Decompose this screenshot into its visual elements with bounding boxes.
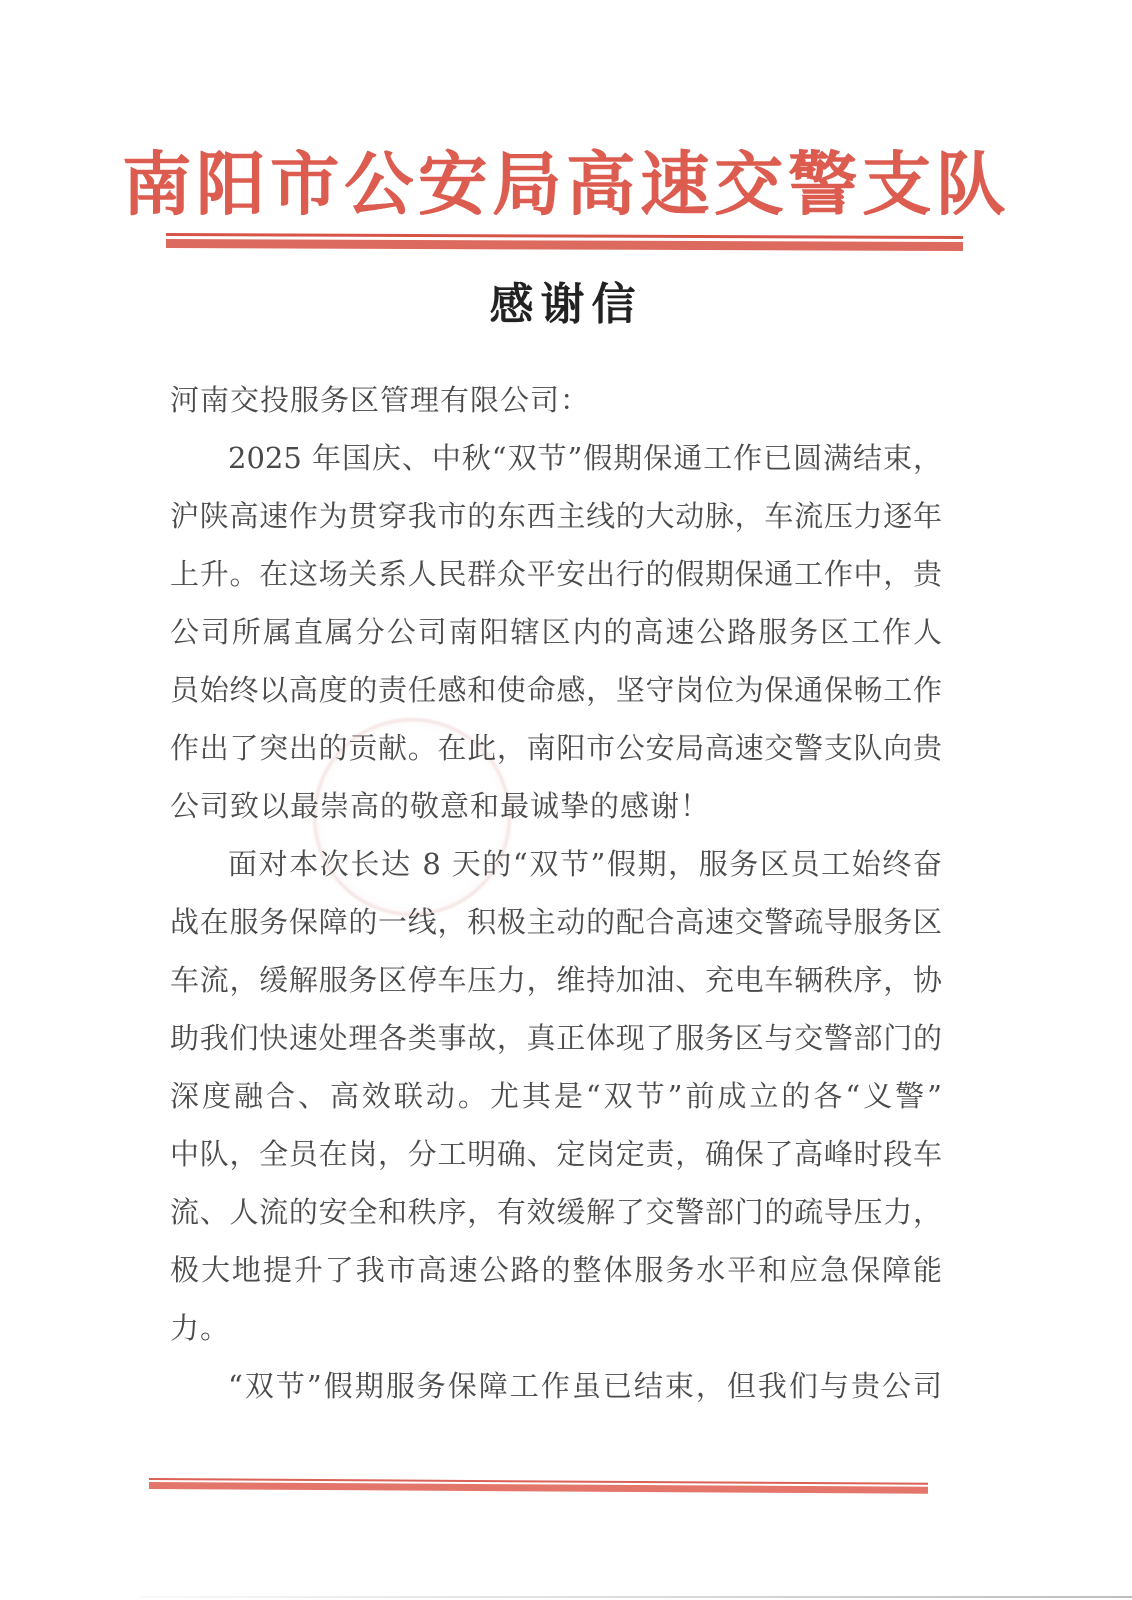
letter-title: 感谢信 bbox=[489, 279, 643, 330]
body-line: 力。 bbox=[170, 1311, 231, 1345]
letter-body bbox=[170, 371, 942, 1415]
body-line: 流、人流的安全和秩序，有效缓解了交警部门的疏导压力， bbox=[170, 1195, 942, 1229]
body-line: 员始终以高度的责任感和使命感，坚守岗位为保通保畅工作 bbox=[170, 673, 942, 707]
body-line: 车流，缓解服务区停车压力，维持加油、充电车辆秩序，协 bbox=[170, 963, 942, 997]
body-line: 中队，全员在岗，分工明确、定岗定责，确保了高峰时段车 bbox=[170, 1137, 942, 1171]
body-line: 2025 年国庆、中秋“双节”假期保通工作已圆满结束， bbox=[228, 441, 942, 475]
body-line: 公司致以最崇高的敬意和最诚挚的感谢！ bbox=[170, 789, 711, 823]
body-line: 河南交投服务区管理有限公司： bbox=[170, 383, 591, 417]
body-line: 作出了突出的贡献。在此，南阳市公安局高速交警支队向贵 bbox=[170, 731, 942, 765]
scan-edge-artifact bbox=[140, 1596, 1132, 1598]
footer-divider bbox=[149, 1478, 928, 1494]
letterhead-divider bbox=[166, 233, 963, 251]
body-line: “双节”假期服务保障工作虽已结束，但我们与贵公司 bbox=[228, 1369, 942, 1403]
body-line: 战在服务保障的一线，积极主动的配合高速交警疏导服务区 bbox=[170, 905, 942, 939]
body-line: 沪陕高速作为贯穿我市的东西主线的大动脉，车流压力逐年 bbox=[170, 499, 942, 533]
body-line: 公司所属直属分公司南阳辖区内的高速公路服务区工作人 bbox=[170, 615, 942, 649]
body-line: 极大地提升了我市高速公路的整体服务水平和应急保障能 bbox=[170, 1253, 942, 1287]
body-line: 上升。在这场关系人民群众平安出行的假期保通工作中，贵 bbox=[170, 557, 942, 591]
body-line: 深度融合、高效联动。尤其是“双节”前成立的各“义警” bbox=[170, 1079, 942, 1113]
letterhead-title: 南阳市公安局高速交警支队 bbox=[122, 144, 1010, 225]
body-line: 面对本次长达 8 天的“双节”假期，服务区员工始终奋 bbox=[228, 847, 942, 881]
body-line: 助我们快速处理各类事故，真正体现了服务区与交警部门的 bbox=[170, 1021, 942, 1055]
